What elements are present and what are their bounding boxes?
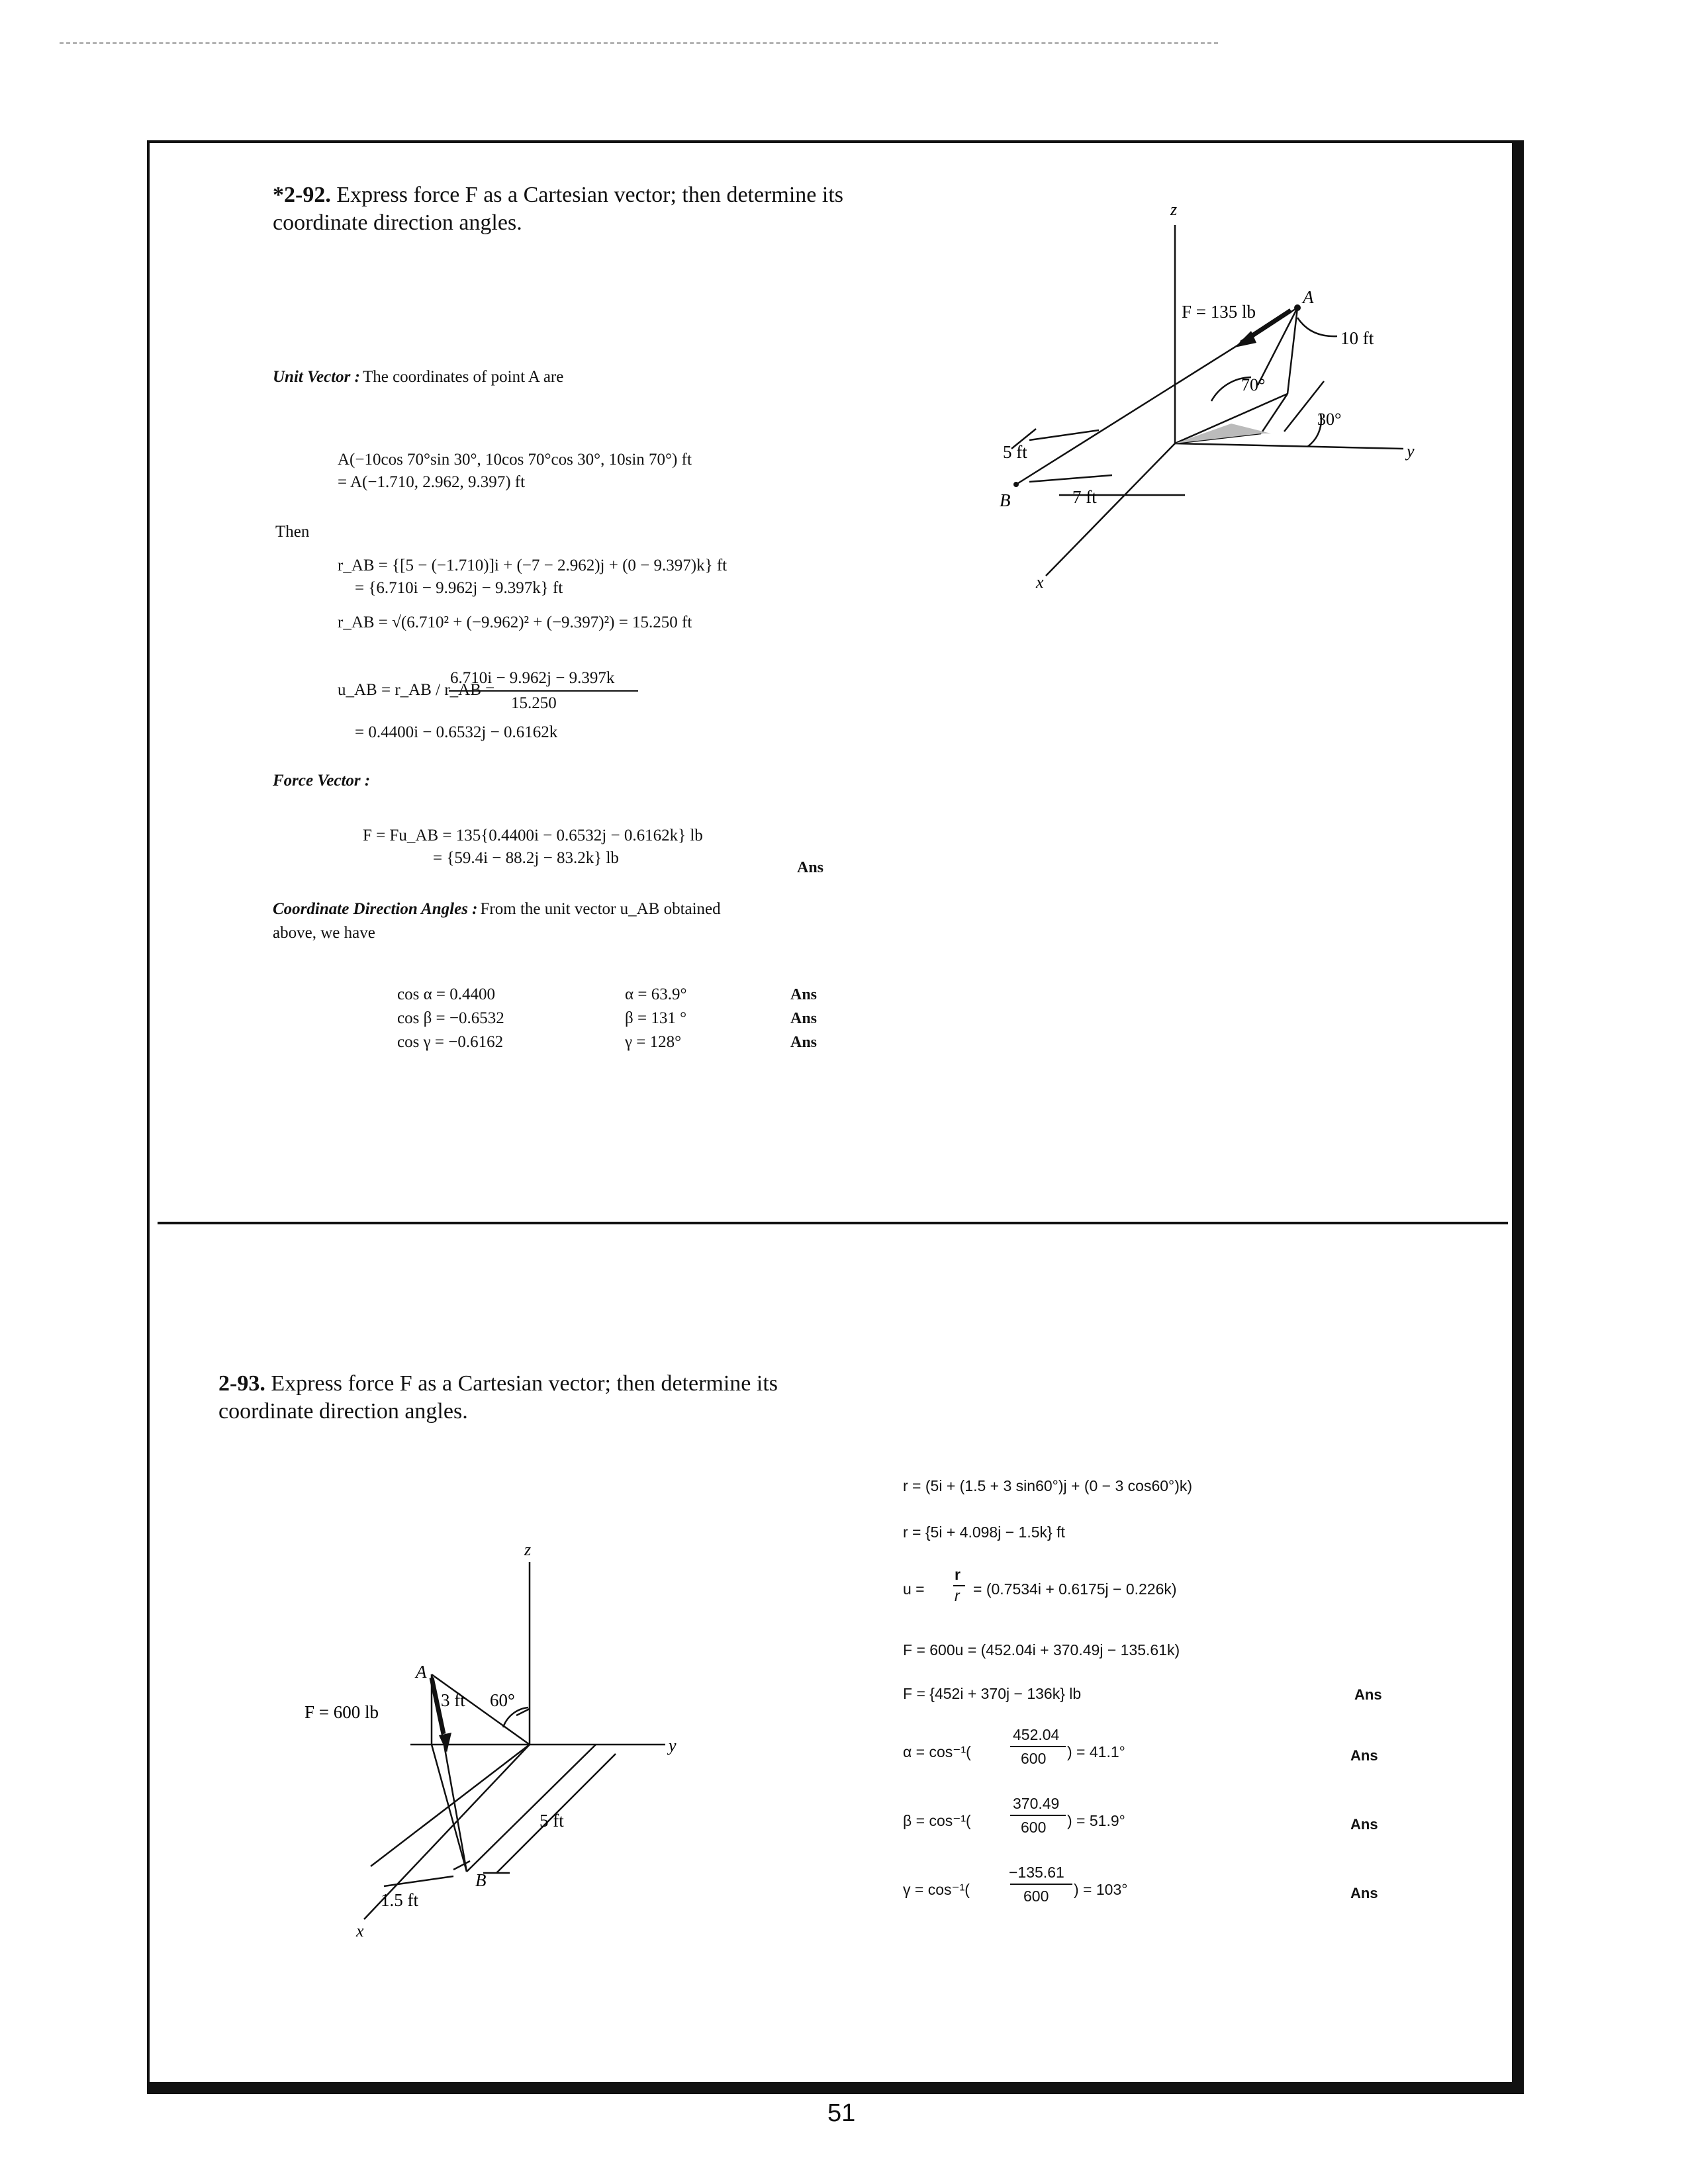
figure-2-92 [940, 185, 1456, 609]
seven-ft-label: 7 ft [1072, 487, 1097, 507]
alpha-numerator: 452.04 [1013, 1726, 1060, 1743]
parallel-guide [371, 1745, 530, 1866]
cda-text-2: above, we have [273, 924, 375, 942]
eq-f1: F = 600u = (452.04i + 370.49j − 135.61k) [903, 1641, 1180, 1659]
x-label-92: x [1036, 572, 1044, 592]
B-label-93: B [475, 1870, 487, 1890]
ans-beta-93: Ans [1350, 1816, 1378, 1833]
ten-ft-leader [1297, 318, 1337, 336]
y-axis-92 [1175, 443, 1403, 449]
cda-heading: Coordinate Direction Angles : [273, 900, 478, 918]
ans-beta: Ans [790, 1010, 818, 1027]
eq-u-numerator: r [955, 1566, 961, 1583]
gamma-bar [1010, 1884, 1072, 1885]
x-axis-92 [1046, 443, 1175, 576]
gamma-numerator: −135.61 [1009, 1864, 1064, 1881]
force-vector-heading: Force Vector : [273, 772, 371, 790]
alpha-left: α = cos⁻¹( [903, 1743, 971, 1760]
z-label-92: z [1170, 200, 1178, 219]
eq-u-right: = (0.7534i + 0.6175j − 0.226k) [973, 1580, 1177, 1598]
seventy-deg-label: 70° [1241, 375, 1266, 394]
problem-93-text: Express force F as a Cartesian vector; then determine its coordinate direction angles. [218, 1371, 778, 1424]
A-label-93: A [416, 1662, 427, 1682]
shaded-region [1175, 424, 1271, 443]
force-line-1: F = Fu_AB = 135{0.4400i − 0.6532j − 0.6162k} lb [363, 827, 703, 844]
sixty-deg-label: 60° [490, 1690, 515, 1710]
unit-vector-heading: Unit Vector : [273, 368, 360, 386]
x-label-93: x [356, 1921, 364, 1939]
B-to-y [467, 1745, 596, 1872]
cda-text: From the unit vector u_AB obtained [480, 900, 721, 918]
B-label-92: B [1000, 490, 1011, 510]
ten-ft-label: 10 ft [1340, 328, 1374, 348]
force-ans: Ans [797, 859, 824, 876]
z-label-93: z [524, 1542, 532, 1559]
angle-alpha: α = 63.9° [625, 985, 687, 1003]
beta-denominator: 600 [1021, 1819, 1047, 1836]
eq-u-bar [953, 1585, 965, 1586]
problem-93-statement [218, 1370, 801, 1426]
gamma-left: γ = cos⁻¹( [903, 1881, 970, 1898]
y-label-92: y [1407, 441, 1415, 461]
problem-92-text: Express force F as a Cartesian vector; then determine its coordinate direction angles. [273, 183, 844, 235]
alpha-right: ) = 41.1° [1067, 1743, 1125, 1760]
ans-f-93: Ans [1354, 1686, 1382, 1703]
force-line-2: = {59.4i − 88.2j − 83.2k} lb [433, 849, 619, 867]
alpha-denominator: 600 [1021, 1750, 1047, 1767]
A-label-92: A [1303, 287, 1314, 307]
dim-7ft-ext [1029, 475, 1112, 482]
beta-bar [1010, 1815, 1066, 1816]
cos-alpha: cos α = 0.4400 [397, 985, 496, 1003]
problem-92-number: *2-92. [273, 183, 331, 207]
ans-alpha: Ans [790, 986, 818, 1003]
cda-line [273, 900, 721, 919]
cos-gamma: cos γ = −0.6162 [397, 1033, 504, 1051]
coord-line-1: A(−10cos 70°sin 30°, 10cos 70°cos 30°, 10sin 70°) ft [338, 451, 692, 469]
unit-vector-text: The coordinates of point A are [362, 368, 564, 386]
five-ft-label-92: 5 ft [1003, 442, 1027, 462]
rab-line-1: r_AB = {[5 − (−1.710)]i + (−7 − 2.962)j + (0 − 9.397)k} ft [338, 557, 727, 574]
ans-gamma-93: Ans [1350, 1885, 1378, 1901]
gamma-right: ) = 103° [1074, 1881, 1128, 1898]
then-label: Then [275, 523, 310, 541]
uab-result: = 0.4400i − 0.6532j − 0.6162k [355, 723, 558, 741]
eq-u-left: u = [903, 1580, 925, 1598]
problem-divider [158, 1222, 1508, 1224]
eq-f2: F = {452i + 370j − 136k} lb [903, 1685, 1082, 1702]
problem-93-number: 2-93. [218, 1371, 265, 1396]
eq-r1: r = (5i + (1.5 + 3 sin60°)j + (0 − 3 cos60°)k) [903, 1477, 1193, 1494]
beta-left: β = cos⁻¹( [903, 1812, 971, 1829]
scan-top-line [60, 42, 1218, 44]
rab-magnitude: r_AB = √(6.710² + (−9.962)² + (−9.397)²) = 15.250 ft [338, 614, 692, 631]
y-label-93: y [669, 1736, 677, 1755]
uab-numerator: 6.710i − 9.962j − 9.397k [450, 669, 615, 687]
unit-vector-line [273, 368, 563, 387]
eq-u-denominator: r [955, 1587, 960, 1604]
thirty-deg-label: 30° [1317, 410, 1342, 429]
beta-right: ) = 51.9° [1067, 1812, 1125, 1829]
uab-left: u_AB = r_AB / r_AB = [338, 681, 495, 699]
ans-gamma: Ans [790, 1034, 818, 1051]
problem-92-statement [273, 181, 855, 237]
three-ft-label: 3 ft [441, 1690, 465, 1710]
alpha-bar [1010, 1746, 1066, 1747]
beta-numerator: 370.49 [1013, 1795, 1060, 1812]
force-label-92: F = 135 lb [1182, 302, 1256, 322]
point-B-92 [1013, 482, 1019, 487]
uab-fraction-bar [449, 690, 638, 692]
eq-r2: r = {5i + 4.098j − 1.5k} ft [903, 1524, 1065, 1541]
rab-line-2: = {6.710i − 9.962j − 9.397k} ft [355, 579, 563, 597]
point-A-92 [1294, 304, 1301, 311]
uab-denominator: 15.250 [511, 694, 557, 712]
figure-2-93 [305, 1542, 715, 1939]
one-point-five-ft-label: 1.5 ft [381, 1890, 418, 1910]
angle-beta: β = 131 ° [625, 1009, 687, 1027]
dim-15ft-line [384, 1876, 453, 1886]
cos-beta: cos β = −0.6532 [397, 1009, 504, 1027]
page-number: 51 [827, 2099, 856, 2127]
coord-line-2: = A(−1.710, 2.962, 9.397) ft [338, 473, 526, 491]
dim-15ft-tick [453, 1861, 470, 1870]
five-ft-label-93: 5 ft [539, 1811, 564, 1831]
ans-alpha-93: Ans [1350, 1747, 1378, 1764]
force-label-93: F = 600 lb [305, 1702, 379, 1722]
A-vertical-drop [1288, 308, 1297, 394]
angle-gamma: γ = 128° [625, 1033, 682, 1051]
proj-to-B [432, 1745, 467, 1872]
gamma-denominator: 600 [1023, 1888, 1049, 1905]
